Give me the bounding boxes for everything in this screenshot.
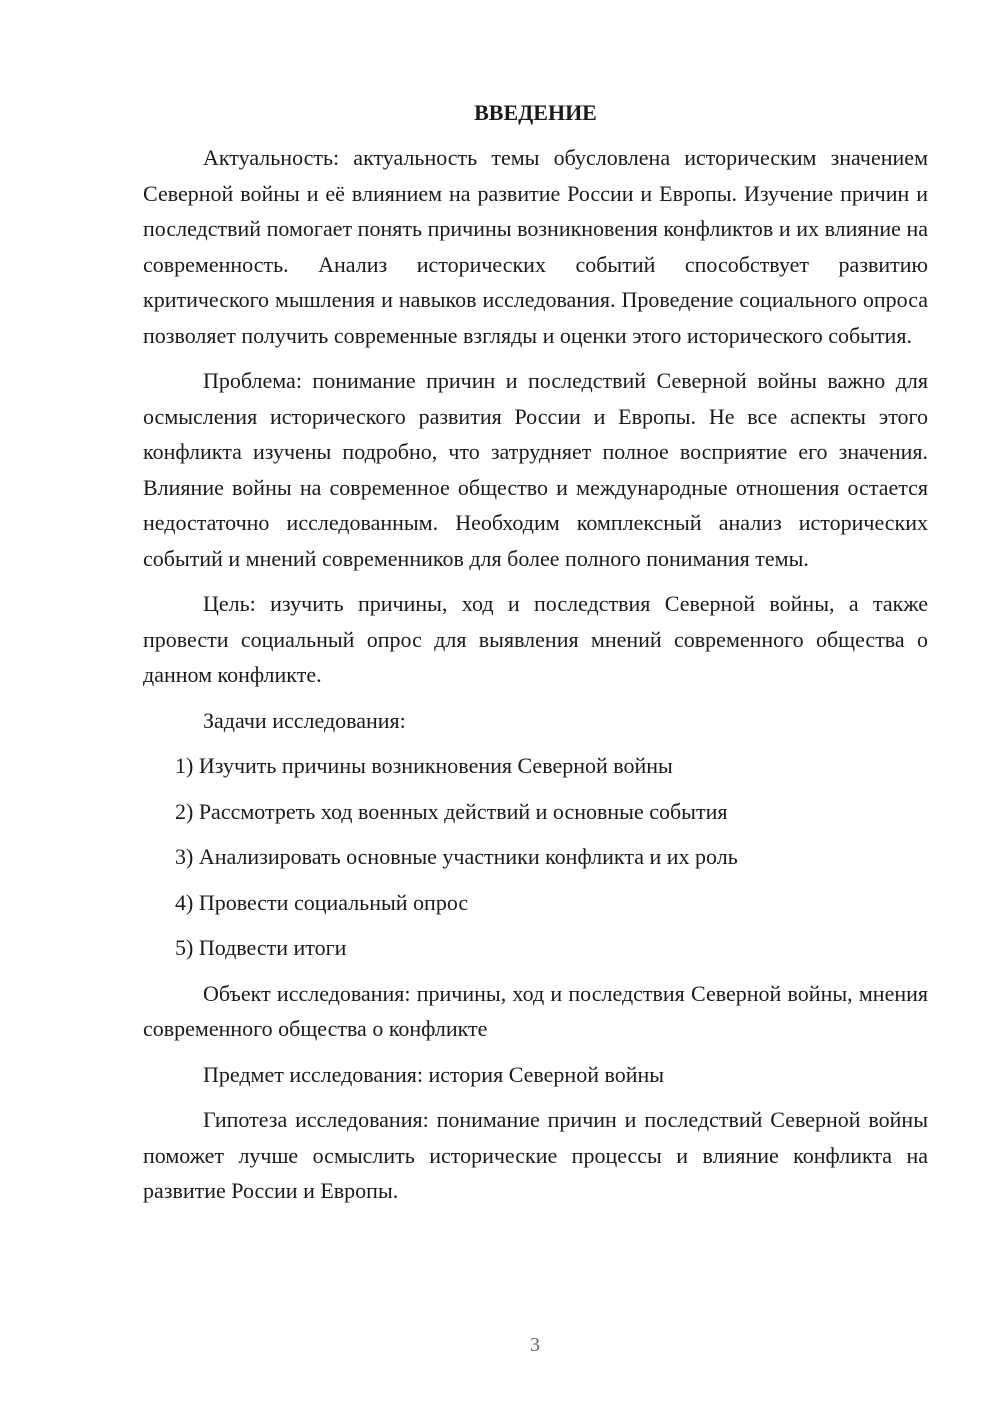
relevance-paragraph: Актуальность: актуальность темы обусловлена историческим значением Северной войны и её влиянием на развитие России и Европы. Изучение причин и последствий помогает понять причины возникновения конфликтов и их влияние на современность. Анализ исторических событий способствует развитию критического мышления и навыков исследования. Проведение социального опроса позволяет получить современные взгляды и оценки этого исторического события. xyxy=(143,145,928,348)
problem-paragraph: Проблема: понимание причин и последствий Северной войны важно для осмысления исторического развития России и Европы. Не все аспекты этого конфликта изучены подробно, что затрудняет полное восприятие его значения. Влияние войны на современное общество и международные отношения остается недостаточно исследованным. Необходим комплексный анализ исторических событий и мнений современников для более полного понимания темы. xyxy=(143,368,928,571)
tasks-list xyxy=(143,748,928,966)
task-item: 3) Анализировать основные участники конфликта и их роль xyxy=(175,844,738,869)
document-page xyxy=(143,95,928,1219)
task-item: 5) Подвести итоги xyxy=(175,935,347,960)
tasks-heading: Задачи исследования: xyxy=(203,707,406,733)
task-item: 2) Рассмотреть ход военных действий и основные события xyxy=(175,798,728,824)
page-number: 3 xyxy=(530,1334,540,1356)
section-heading: ВВЕДЕНИЕ xyxy=(474,100,597,125)
task-item: 1) Изучить причины возникновения Северной войны xyxy=(175,753,673,778)
object-paragraph: Объект исследования: причины, ход и последствия Северной войны, мнения современного общества о конфликте xyxy=(143,980,928,1041)
task-item: 4) Провести социальный опрос xyxy=(175,889,469,915)
subject-paragraph: Предмет исследования: история Северной войны xyxy=(203,1061,665,1087)
hypothesis-paragraph: Гипотеза исследования: понимание причин и последствий Северной войны поможет лучше осмыслить исторические процессы и влияние конфликта на развитие России и Европы. xyxy=(143,1107,928,1203)
goal-paragraph: Цель: изучить причины, ход и последствия Северной войны, а также провести социальный опрос для выявления мнений современного общества о данном конфликте. xyxy=(143,591,928,687)
